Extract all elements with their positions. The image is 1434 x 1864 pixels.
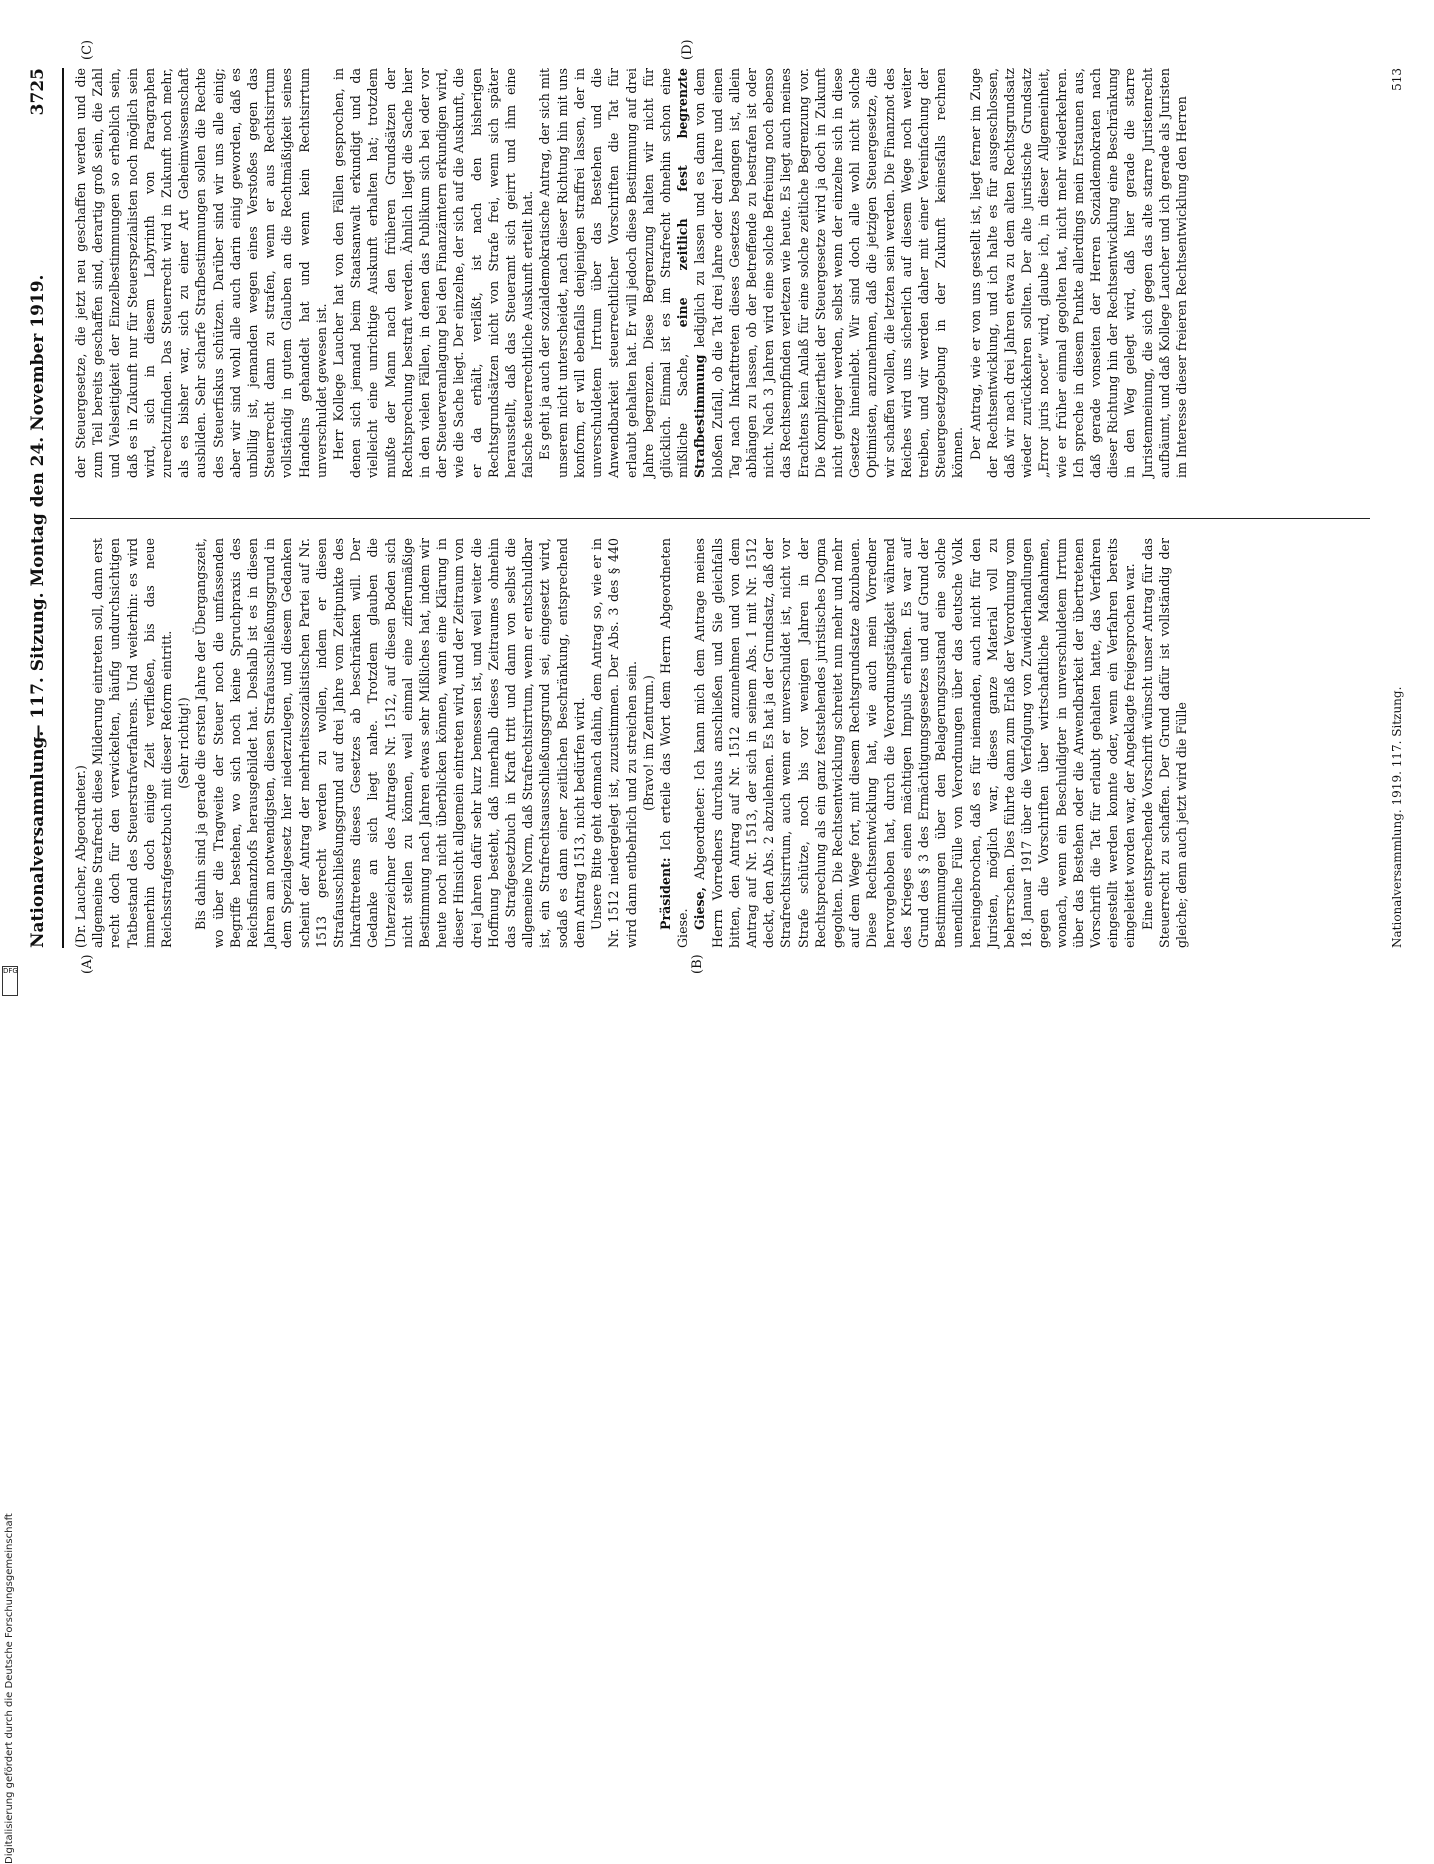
- paragraph: allgemeine Strafrecht diese Milderung eintreten soll, dann erst recht doch für den verwickelten, häufig undurchsichtigen Tatbestand des Steuerstrafverfahrens. Und weiterhin: es wird immerhin doch einige Zeit verfließen, bis das neue Reichsstrafgesetzbuch mit dieser Reform eintritt.: [90, 538, 175, 948]
- paragraph-text: Es geht ja auch der sozialdemokratische Antrag, der sich mit unserem nicht unterscheidet, nach dieser Richtung hin mit uns konform, er will ebenfalls denjenigen straffrei lassen, der in unverschuldetem Irrtum über das Bestehen und die Anwendbarkeit steuerrechtlicher Vorschriften die Tat für erlaubt gehalten hat. Er will jedoch diese Bestimmung auf drei Jahre begrenzen. Diese Begrenzung halten wir nicht für glücklich. Einmal ist es im Strafrecht ohnehin schon eine mißliche Sache,: [537, 68, 691, 478]
- margin-marker-d: (D): [680, 39, 695, 60]
- margin-marker-c: (C): [80, 39, 95, 60]
- paragraph: Eine entsprechende Vorschrift wünscht unser Antrag für das Steuerrecht zu schaffen. Der Grund dafür ist vollständig der gleiche; denn auch jetzt wird die Fülle: [1139, 538, 1189, 948]
- dfg-logo-text: DFG: [3, 967, 18, 975]
- interjection: (Sehr richtig!): [176, 697, 192, 789]
- interjection: (Bravo! im Zentrum.): [640, 675, 656, 811]
- paragraph: der Steuergesetze, die jetzt neu geschaffen werden und die zum Teil bereits geschaffen sind, derartig groß sein, die Zahl und Vielseitigkeit der Einzelbestimmungen so erheblich sein, daß es in Zukunft nur für Steuerspezialisten noch möglich sein wird, sich in diesem Labyrinth von Paragraphen zurechtzufinden. Das Steuerrecht wird in Zukunft noch mehr, als es bisher war, sich zu einer Art Geheimwissenschaft ausbilden. Sehr scharfe Strafbestimmungen sollen die Rechte des Steuerfiskus schützen. Darüber sind wir uns alle einig; aber wir sind wohl alle auch darin einig geworden, daß es unbillig ist, jemanden wegen eines Verstoßes gegen das Steuerrecht dann zu strafen, wenn er aus Rechtsirrtum vollständig in gutem Glauben an die Rechtmäßigkeit seines Handelns gehandelt hat und wenn kein Rechtsirrtum unverschuldet gewesen ist.: [73, 68, 329, 478]
- header-page-number: 3725: [28, 68, 48, 116]
- paragraph-mixed: [536, 68, 966, 478]
- speaker-label: Präsident:: [657, 857, 673, 930]
- paragraph-text: Ich erteile das Wort dem Herrn Abgeordneten Giese.: [657, 538, 691, 948]
- header-left: Nationalversammlung.: [28, 730, 48, 948]
- header-center: — 117. Sitzung. Montag den 24. November 1919.: [28, 274, 48, 742]
- digitization-text: Digitalisierung gefördert durch die Deutsche Forschungsgemeinschaft: [4, 1513, 15, 1864]
- header-rule: [62, 68, 64, 948]
- paragraph-text: lediglich zu lassen und es dann von dem bloßen Zufall, ob die Tat drei Jahre oder drei Jahre und einen Tag nach Inkrafttreten dieses Gesetzes begangen ist, allein abhängen zu lassen, ob der Betreffende zu bestrafen ist oder nicht. Nach 3 Jahren wird eine solche Befreiung noch ebenso das Rechtsempfinden verletzen wie heute. Es liegt auch meines Erachtens kein Anlaß für eine solche zeitliche Begrenzung vor. Die Kompliziertheit der Steuergesetze wird ja doch in Zukunft nicht geringer werden, selbst wenn der einzelne sich in diese Gesetze hineinlebt. Wir sind doch alle wohl nicht solche Optimisten, anzunehmen, daß die jetzigen Steuergesetze, die wir schaffen wollen, die letzten sein werden. Die Finanznot des Reiches wird uns sicherlich auf diesem Wege noch weiter treiben, und wir werden daher mit einer Vereinfachung der Steuergesetzgebung in der Zukunft keinesfalls rechnen können.: [692, 68, 966, 478]
- column-divider: [70, 518, 1370, 519]
- paragraph-text: Abgeordneter: Ich kann mich dem Antrage meines Herrn Vorredners durchaus anschließen und Sie gleichfalls bitten, den Antrag auf Nr. 1512 anzunehmen und von dem Antrag auf Nr. 1513, der sich in seinem Abs. 1 mit Nr. 1512 deckt, den Abs. 2 abzulehnen. Es hat ja der Grundsatz, daß der Strafrechtsirrtum, auch wenn er unverschuldet ist, nicht vor Strafe schütze, noch bis vor wenigen Jahren in der Rechtsprechung als ein ganz feststehendes juristisches Dogma gegolten. Die Rechtsentwicklung schreitet nun mehr und mehr auf dem Wege fort, mit diesem Rechtsgrundsatze abzubauen. Diese Rechtsentwicklung hat, wie auch mein Vorredner hervorgehoben hat, durch die Verordnungstätigkeit während des Krieges einen mächtigen Impuls erhalten. Es war auf Grund des § 3 des Ermächtigungsgesetzes und auf Grund der Bestimmungen über den Belagerungszustand eine solche unendliche Fülle von Verordnungen über das deutsche Volk hereingebrochen, daß es für niemanden, auch nicht für den Juristen, möglich war, dieses ganze Material voll zu beherrschen. Dies führte dann zum Erlaß der Verordnung vom 18. Januar 1917 über die Verfolgung von Zuwiderhandlungen gegen die Vorschriften über wirtschaftliche Maßnahmen, wonach, wenn ein Beschuldigter in unverschuldetem Irrtum über das Bestehen oder die Anwendbarkeit der übertretenen Vorschrift die Tat für erlaubt gehalten hatte, das Verfahren eingestellt werden konnte oder, wenn ein Verfahren bereits eingeleitet worden war, der Angeklagte freigesprochen war.: [692, 538, 1138, 948]
- digitization-note: [2, 0, 20, 1864]
- dfg-logo: [2, 966, 18, 996]
- president-paragraph: [657, 538, 691, 948]
- paragraph: Bis dahin sind ja gerade die ersten Jahre der Übergangszeit, wo über die Tragweite der Steuer noch die umfassenden Begriffe bestehen, wo sich noch keine Spruchpraxis des Reichsfinanzhofs herausgebildet hat. Deshalb ist es in diesen Jahren am notwendigsten, diesen Strafausschließungsgrund in dem Spezialgesetz hier niederzulegen, und diesem Gedanken scheint der Antrag der mehrheitssozialistischen Partei auf Nr. 1513 gerecht werden zu wollen, indem er diesen Strafausschließungsgrund auf drei Jahre vom Zeitpunkte des Inkrafttretens dieses Gesetzes ab beschränken will. Der Gedanke an sich liegt nahe. Trotzdem glauben die Unterzeichner des Antrages Nr. 1512, auf diesen Boden sich nicht stellen zu können, weil einmal eine zifferumäßige Bestimmung nach Jahren etwas sehr Mißliches hat, indem wir heute noch nicht überblicken können, wann eine Klärung in dieser Hinsicht allgemein eintreten wird, und der Zeitraum von drei Jahren dafür sehr kurz bemessen ist, und weil weiter die Hoffnung besteht, daß innerhalb dieses Zeitraumes ohnehin das Strafgesetzbuch in Kraft tritt und dann von selbst die allgemeine Norm, daß Strafrechtsirrtum, wenn er entschuldbar ist, ein Strafrechtsausschließungsgrund sei, eingesetzt wird, sodaß es dann einer zeitlichen Beschränkung, entsprechend dem Antrag 1513, nicht bedürfen wird.: [193, 538, 587, 948]
- bold-phrase: eine zeitlich fest begrenzte Strafbestimmung: [675, 68, 708, 478]
- margin-marker-a: (A): [80, 954, 95, 974]
- speaker-label: Giese,: [692, 886, 708, 930]
- footer-page-number: 513: [1390, 68, 1404, 91]
- speaker-line: (Dr. Laucher, Abgeordneter.): [73, 765, 88, 948]
- page-header: [24, 68, 54, 948]
- margin-marker-b: (B): [690, 954, 705, 974]
- footer-left: Nationalversammlung. 1919. 117. Sitzung.: [1390, 686, 1404, 948]
- giese-paragraph: [691, 538, 1138, 948]
- paragraph: Unsere Bitte geht demnach dahin, dem Antrag so, wie er in Nr. 1512 niedergelegt ist, zuzustimmen. Der Abs. 3 des § 440 wird dann entbehrlich und zu streichen sein.: [589, 538, 639, 948]
- paragraph: Herr Kollege Laucher hat von den Fällen gesprochen, in denen sich jemand beim Staatsanwalt erkundigt und da vielleicht eine unrichtige Auskunft erhalten hat; trotzdem mußte der Mann nach den früheren Grundsätzen der Rechtsprechung bestraft werden. Ähnlich liegt die Sache hier in den vielen Fällen, in denen das Publikum sich bei oder vor der Steuerveranlagung bei den Finanzämtern erkundigen wird, wie die Sache liegt. Der einzelne, der sich auf die Auskunft, die er da erhält, verläßt, ist nach den bisherigen Rechtsgrundsätzen nicht von Strafe frei, wenn sich später herausstellt, daß das Steueramt sich geirrt und ihm eine falsche steuerrechtliche Auskunft erteilt hat.: [331, 68, 536, 478]
- paragraph: Der Antrag, wie er von uns gestellt ist, liegt ferner im Zuge der Rechtsentwicklung, und ich halte es für ausgeschlossen, daß wir nach drei Jahren etwa zu dem alten Rechtsgrundsatz wieder zurückkehren sollten. Der alte juristische Grundsatz „Error juris nocet“ wird, glaube ich, in dieser Allgemeinheit, wie er früher einmal gegolten hat, nicht mehr wiederkehren. Ich spreche in diesem Punkte allerdings mein Erstaunen aus, daß gerade vonseiten der Herren Sozialdemokraten nach dieser Richtung hin der Rechtsentwicklung eine Beschränkung in den Weg gelegt wird, daß hier gerade die starre Juristenmeinung, die sich gegen das alte starre Juristenrecht aufbäumt, und daß Kollege Laucher und ich gerade als Juristen im Interesse dieser freieren Rechtsentwicklung den Herren: [967, 68, 1189, 478]
- left-column: [72, 538, 1382, 948]
- right-column: [72, 68, 1382, 478]
